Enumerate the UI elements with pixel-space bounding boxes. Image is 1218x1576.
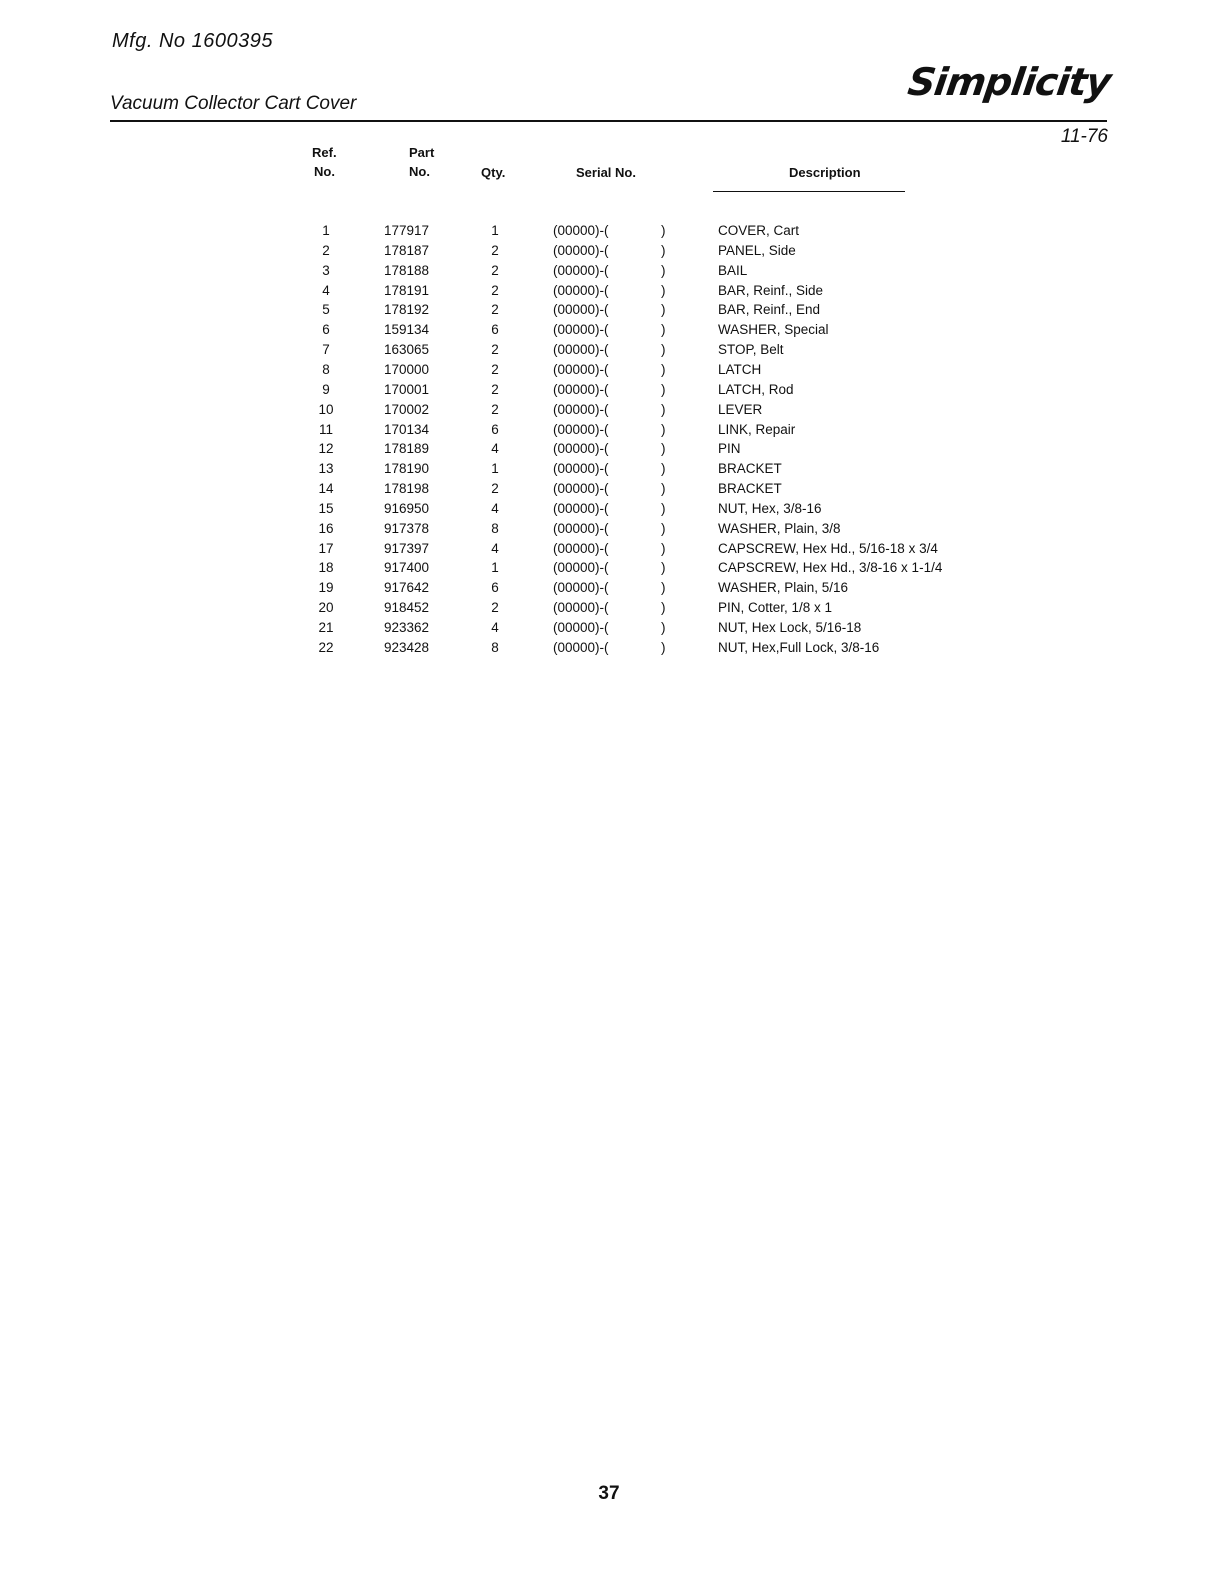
row-ref-no: 1: [322, 223, 330, 238]
row-description: LATCH: [718, 362, 762, 377]
row-description: WASHER, Plain, 3/8: [718, 521, 841, 536]
description-header-rule: [713, 191, 905, 192]
row-ref-no: 2: [322, 243, 330, 258]
row-serial-no: (00000)-(: [553, 402, 609, 417]
row-qty: 2: [491, 362, 499, 377]
row-qty: 4: [491, 620, 499, 635]
row-serial-close: ): [661, 382, 666, 397]
row-part-no: 918452: [384, 600, 430, 615]
row-description: LEVER: [718, 402, 763, 417]
row-description: CAPSCREW, Hex Hd., 3/8-16 x 1-1/4: [718, 560, 943, 575]
row-qty: 2: [491, 243, 499, 258]
row-ref-no: 5: [322, 302, 330, 317]
row-serial-no: (00000)-(: [553, 322, 609, 337]
col-header-ref-line1: Ref.: [312, 145, 337, 160]
row-part-no: 917397: [384, 541, 430, 556]
row-ref-no: 6: [322, 322, 330, 337]
row-qty: 1: [491, 461, 499, 476]
row-serial-no: (00000)-(: [553, 382, 609, 397]
row-description: NUT, Hex Lock, 5/16-18: [718, 620, 862, 635]
row-description: COVER, Cart: [718, 223, 800, 238]
row-description: WASHER, Special: [718, 322, 829, 337]
row-description: BAIL: [718, 263, 748, 278]
row-part-no: 923362: [384, 620, 430, 635]
row-ref-no: 13: [318, 461, 334, 476]
row-serial-close: ): [661, 461, 666, 476]
row-serial-close: ): [661, 600, 666, 615]
row-part-no: 178190: [384, 461, 430, 476]
row-serial-no: (00000)-(: [553, 441, 609, 456]
row-part-no: 178188: [384, 263, 430, 278]
row-ref-no: 12: [318, 441, 334, 456]
row-ref-no: 18: [318, 560, 334, 575]
row-serial-close: ): [661, 501, 666, 516]
row-serial-no: (00000)-(: [553, 243, 609, 258]
col-header-serial: Serial No.: [576, 165, 636, 180]
row-serial-no: (00000)-(: [553, 223, 609, 238]
row-serial-close: ): [661, 263, 666, 278]
header-rule: [110, 120, 1107, 122]
col-header-description: Description: [789, 165, 861, 180]
row-part-no: 159134: [384, 322, 430, 337]
row-serial-no: (00000)-(: [553, 302, 609, 317]
row-description: BRACKET: [718, 461, 782, 476]
col-header-part-line2: No.: [409, 164, 430, 179]
row-serial-no: (00000)-(: [553, 560, 609, 575]
row-ref-no: 8: [322, 362, 330, 377]
col-header-qty: Qty.: [481, 165, 506, 180]
row-description: BRACKET: [718, 481, 782, 496]
row-serial-no: (00000)-(: [553, 283, 609, 298]
row-part-no: 916950: [384, 501, 430, 516]
row-ref-no: 4: [322, 283, 330, 298]
row-qty: 1: [491, 223, 499, 238]
row-part-no: 178191: [384, 283, 430, 298]
row-qty: 6: [491, 322, 499, 337]
row-qty: 6: [491, 580, 499, 595]
row-serial-close: ): [661, 283, 666, 298]
row-serial-close: ): [661, 422, 666, 437]
row-ref-no: 22: [318, 640, 334, 655]
row-serial-close: ): [661, 481, 666, 496]
row-ref-no: 21: [318, 620, 334, 635]
row-serial-close: ): [661, 541, 666, 556]
row-qty: 6: [491, 422, 499, 437]
row-description: STOP, Belt: [718, 342, 784, 357]
row-serial-no: (00000)-(: [553, 342, 609, 357]
row-qty: 4: [491, 501, 499, 516]
row-description: WASHER, Plain, 5/16: [718, 580, 849, 595]
page-title: Vacuum Collector Cart Cover: [110, 93, 357, 114]
row-qty: 4: [491, 441, 499, 456]
row-description: BAR, Reinf., Side: [718, 283, 824, 298]
row-qty: 2: [491, 302, 499, 317]
row-serial-no: (00000)-(: [553, 461, 609, 476]
row-part-no: 178198: [384, 481, 430, 496]
row-serial-no: (00000)-(: [553, 580, 609, 595]
row-serial-no: (00000)-(: [553, 263, 609, 278]
col-header-ref-line2: No.: [314, 164, 335, 179]
row-ref-no: 17: [318, 541, 334, 556]
row-qty: 2: [491, 382, 499, 397]
row-serial-no: (00000)-(: [553, 481, 609, 496]
row-qty: 4: [491, 541, 499, 556]
row-serial-close: ): [661, 620, 666, 635]
row-description: LINK, Repair: [718, 422, 796, 437]
row-part-no: 178192: [384, 302, 430, 317]
row-description: NUT, Hex,Full Lock, 3/8-16: [718, 640, 880, 655]
row-description: LATCH, Rod: [718, 382, 794, 397]
row-serial-close: ): [661, 322, 666, 337]
row-serial-no: (00000)-(: [553, 521, 609, 536]
row-part-no: 917400: [384, 560, 430, 575]
row-serial-no: (00000)-(: [553, 501, 609, 516]
row-serial-no: (00000)-(: [553, 620, 609, 635]
revision-date: 11-76: [1060, 126, 1108, 147]
row-serial-no: (00000)-(: [553, 541, 609, 556]
row-part-no: 177917: [384, 223, 430, 238]
row-serial-close: ): [661, 243, 666, 258]
row-qty: 8: [491, 521, 499, 536]
row-serial-close: ): [661, 302, 666, 317]
row-part-no: 170002: [384, 402, 430, 417]
row-ref-no: 9: [322, 382, 330, 397]
row-qty: 8: [491, 640, 499, 655]
row-description: BAR, Reinf., End: [718, 302, 821, 317]
row-qty: 2: [491, 402, 499, 417]
row-description: NUT, Hex, 3/8-16: [718, 501, 822, 516]
row-serial-close: ): [661, 640, 666, 655]
row-qty: 2: [491, 342, 499, 357]
row-part-no: 178187: [384, 243, 430, 258]
row-ref-no: 7: [322, 342, 330, 357]
row-serial-close: ): [661, 441, 666, 456]
row-serial-close: ): [661, 342, 666, 357]
row-qty: 2: [491, 600, 499, 615]
row-qty: 2: [491, 263, 499, 278]
row-serial-no: (00000)-(: [553, 362, 609, 377]
manufacturer-number: Mfg. No 1600395: [112, 30, 273, 52]
row-serial-close: ): [661, 580, 666, 595]
row-ref-no: 3: [322, 263, 330, 278]
row-part-no: 923428: [384, 640, 430, 655]
row-ref-no: 15: [318, 501, 334, 516]
row-description: CAPSCREW, Hex Hd., 5/16-18 x 3/4: [718, 541, 938, 556]
row-part-no: 170134: [384, 422, 430, 437]
row-serial-no: (00000)-(: [553, 640, 609, 655]
row-serial-close: ): [661, 560, 666, 575]
row-description: PIN, Cotter, 1/8 x 1: [718, 600, 833, 615]
row-part-no: 178189: [384, 441, 430, 456]
row-ref-no: 10: [318, 402, 334, 417]
row-part-no: 170001: [384, 382, 430, 397]
row-ref-no: 20: [318, 600, 334, 615]
row-serial-close: ): [661, 223, 666, 238]
row-part-no: 917642: [384, 580, 430, 595]
row-qty: 2: [491, 283, 499, 298]
row-ref-no: 11: [318, 422, 333, 437]
page-number: 37: [598, 1483, 620, 1504]
row-qty: 2: [491, 481, 499, 496]
row-part-no: 170000: [384, 362, 430, 377]
row-ref-no: 14: [318, 481, 334, 496]
row-serial-no: (00000)-(: [553, 600, 609, 615]
row-description: PIN: [718, 441, 741, 456]
col-header-part-line1: Part: [409, 145, 435, 160]
row-ref-no: 19: [318, 580, 334, 595]
row-serial-close: ): [661, 521, 666, 536]
row-part-no: 163065: [384, 342, 430, 357]
row-qty: 1: [491, 560, 499, 575]
row-description: PANEL, Side: [718, 243, 796, 258]
row-ref-no: 16: [318, 521, 334, 536]
row-serial-no: (00000)-(: [553, 422, 609, 437]
row-serial-close: ): [661, 362, 666, 377]
row-part-no: 917378: [384, 521, 430, 536]
brand-logo: Simplicity: [905, 60, 1114, 104]
row-serial-close: ): [661, 402, 666, 417]
